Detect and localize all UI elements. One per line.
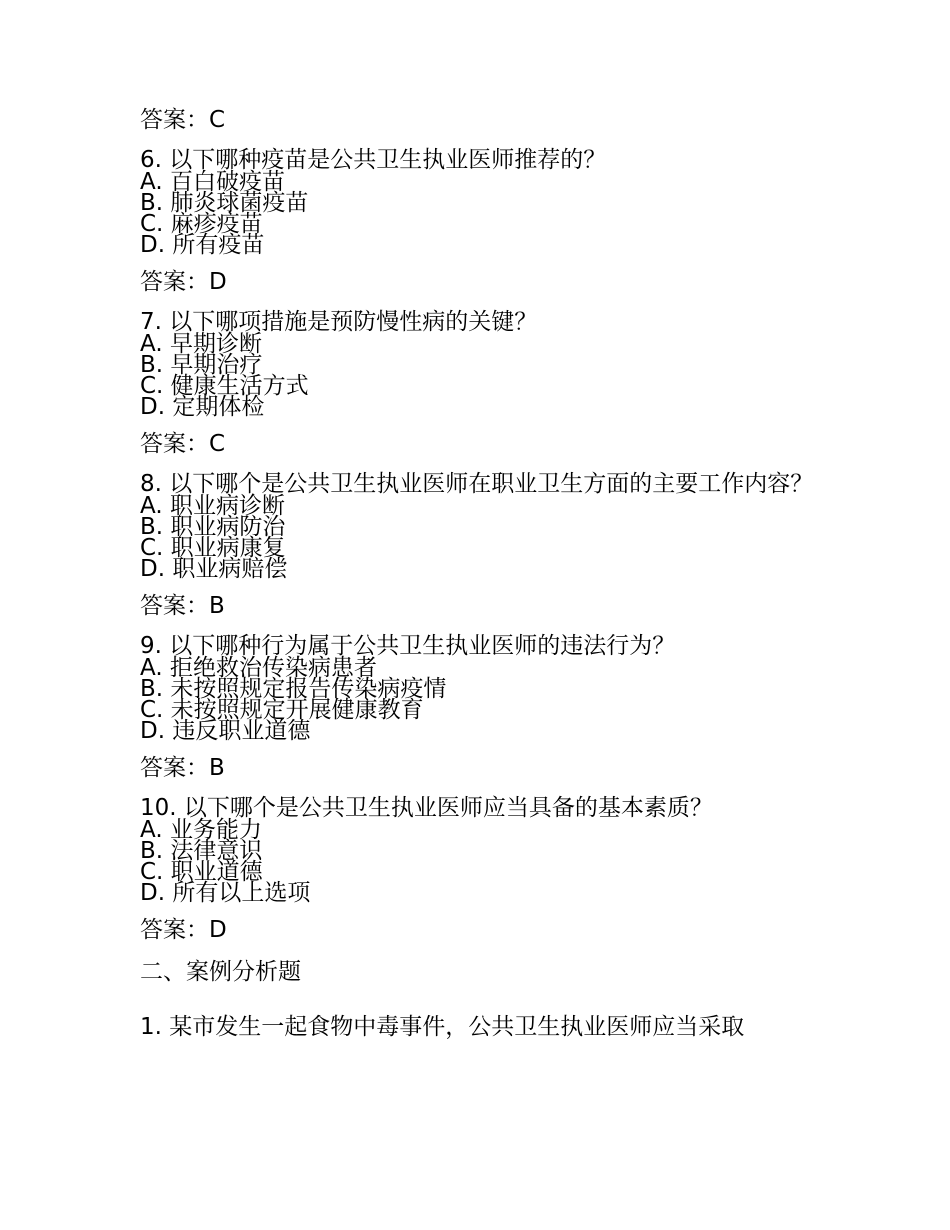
option-c: C. 职业病康复 (140, 535, 286, 561)
option-b: B. 职业病防治 (140, 514, 286, 540)
option-a: A. 拒绝救治传染病患者 (140, 655, 377, 681)
answer-line: 答案：C (140, 431, 226, 457)
section-title: 二、案例分析题 (140, 959, 301, 985)
option-c: C. 未按照规定开展健康教育 (140, 697, 424, 723)
answer-line: 答案：B (140, 593, 225, 619)
answer-line: 答案：B (140, 755, 225, 781)
question-9 (140, 634, 820, 784)
option-d: D. 所有以上选项 (140, 880, 311, 906)
case-question: 1. 某市发生一起食物中毒事件，公共卫生执业医师应当采取 (140, 1014, 745, 1040)
answer-line: 答案：C (140, 107, 226, 133)
option-a: A. 早期诊断 (140, 331, 262, 357)
option-c: C. 麻疹疫苗 (140, 211, 263, 237)
option-d: D. 定期体检 (140, 394, 265, 420)
option-a: A. 业务能力 (140, 817, 262, 843)
option-a: A. 职业病诊断 (140, 493, 285, 519)
question-title: 10. 以下哪个是公共卫生执业医师应当具备的基本素质？ (140, 795, 713, 821)
question-6 (140, 148, 820, 298)
option-b: B. 未按照规定报告传染病疫情 (140, 676, 447, 702)
option-d: D. 违反职业道德 (140, 718, 311, 744)
question-8 (140, 472, 820, 622)
option-b: B. 肺炎球菌疫苗 (140, 190, 309, 216)
answer-line: 答案：D (140, 269, 227, 295)
option-b: B. 法律意识 (140, 838, 263, 864)
option-c: C. 职业道德 (140, 859, 263, 885)
question-7 (140, 310, 820, 460)
option-d: D. 职业病赔偿 (140, 556, 288, 582)
answer-line: 答案：D (140, 917, 227, 943)
option-b: B. 早期治疗 (140, 352, 263, 378)
document-page (140, 104, 820, 1066)
option-d: D. 所有疫苗 (140, 232, 265, 258)
question-title: 8. 以下哪个是公共卫生执业医师在职业卫生方面的主要工作内容？ (140, 471, 814, 497)
question-10 (140, 796, 820, 946)
option-a: A. 百白破疫苗 (140, 169, 285, 195)
question-title: 6. 以下哪种疫苗是公共卫生执业医师推荐的？ (140, 147, 607, 173)
question-title: 7. 以下哪项措施是预防慢性病的关键？ (140, 309, 538, 335)
option-c: C. 健康生活方式 (140, 373, 309, 399)
question-title: 9. 以下哪种行为属于公共卫生执业医师的违法行为？ (140, 633, 676, 659)
